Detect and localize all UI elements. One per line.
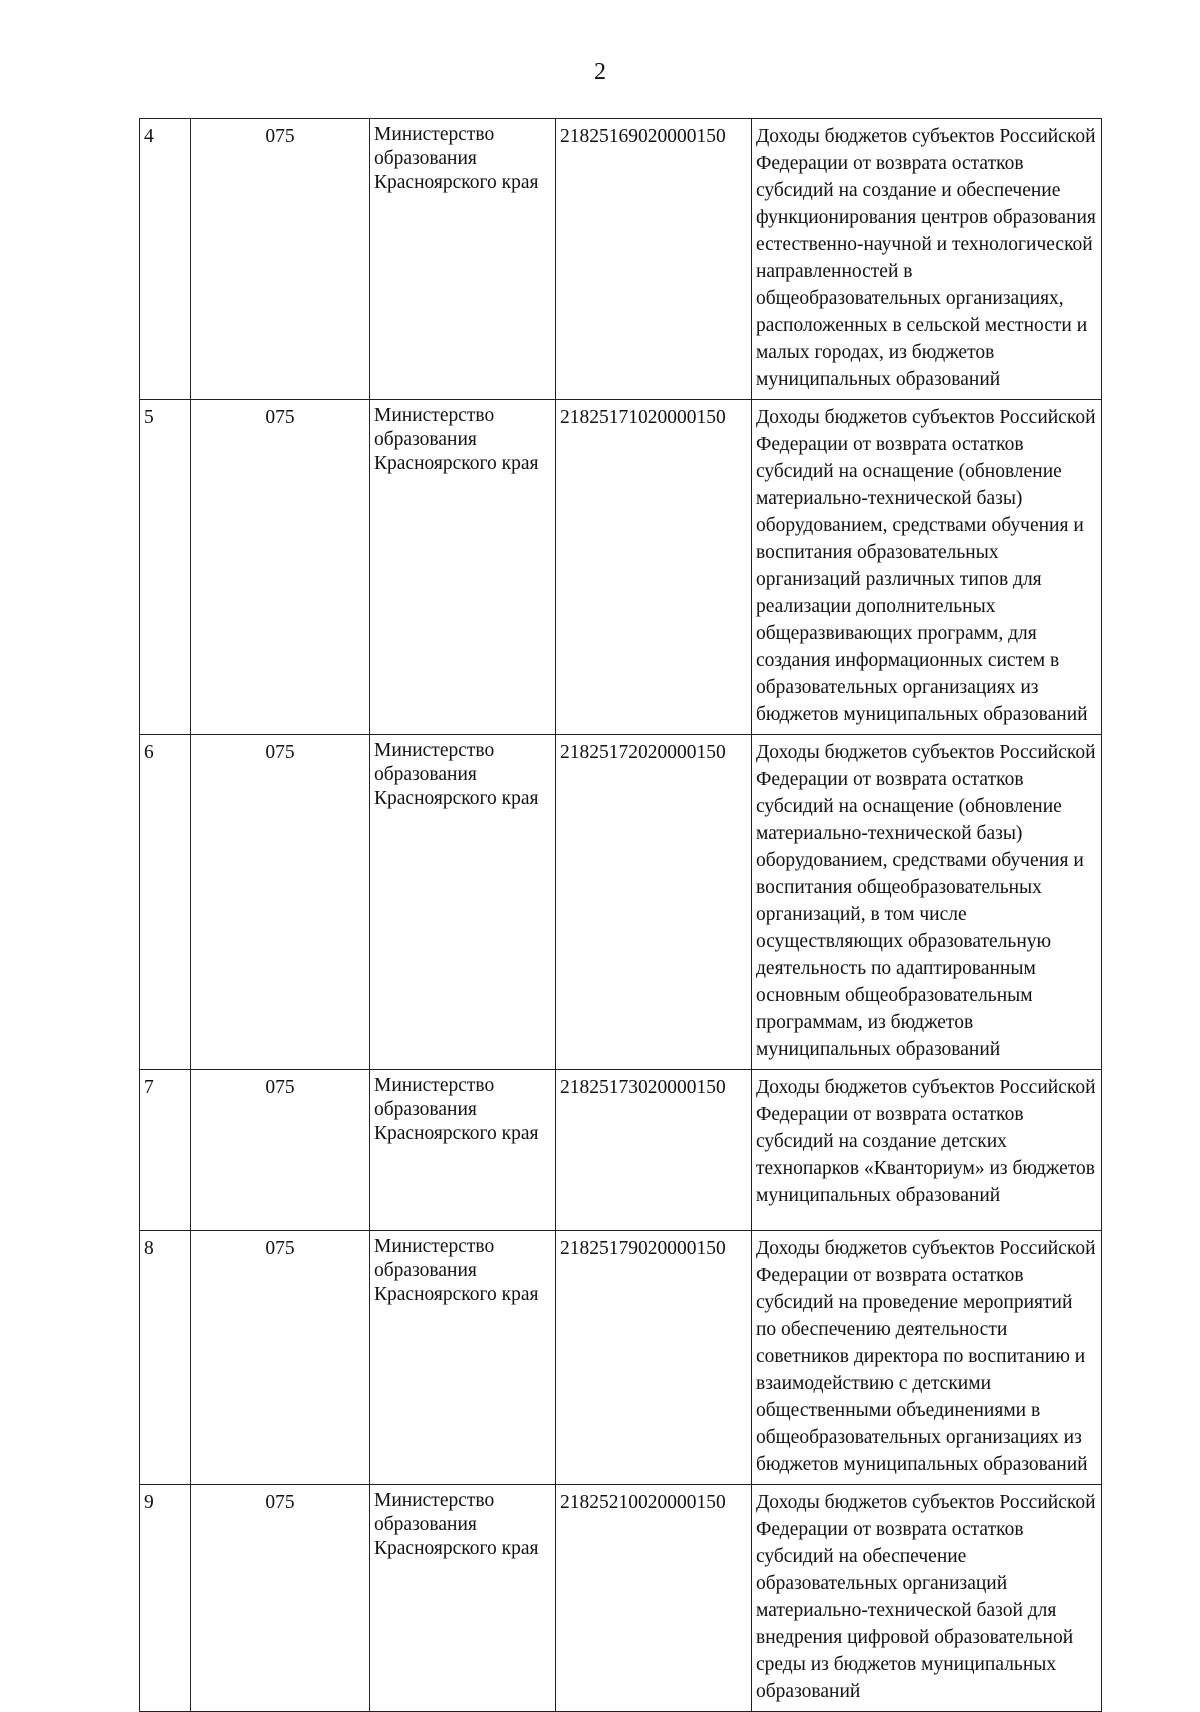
kbk-code-cell: 21825210020000150 <box>556 1485 752 1712</box>
row-number-cell: 9 <box>140 1485 191 1712</box>
description-cell: Доходы бюджетов субъектов Российской Федерации от возврата остатков субсидий на оснащение (обновление материально-технической базы) оборудованием, средствами обучения и воспитания общеобразовательных организаций, в том числе осуществляющих образовательную деятельность по адаптированным основным общеобразовательным программам, из бюджетов муниципальных образований <box>752 735 1102 1070</box>
table-row <box>140 1231 1102 1485</box>
admin-code-cell: 075 <box>191 1070 370 1231</box>
admin-code-cell: 075 <box>191 119 370 400</box>
table-row <box>140 119 1102 400</box>
organization-cell: Министерство образования Красноярского края <box>370 735 556 1070</box>
description-cell: Доходы бюджетов субъектов Российской Федерации от возврата остатков субсидий на создание детских технопарков «Кванториум» из бюджетов муниципальных образований <box>752 1070 1102 1231</box>
budget-income-table <box>139 118 1102 1712</box>
description-cell: Доходы бюджетов субъектов Российской Федерации от возврата остатков субсидий на создание и обеспечение функционирования центров образования естественно-научной и технологической направленностей в общеобразовательных организациях, расположенных в сельской местности и малых городах, из бюджетов муниципальных образований <box>752 119 1102 400</box>
row-number-cell: 7 <box>140 1070 191 1231</box>
organization-cell: Министерство образования Красноярского края <box>370 1231 556 1485</box>
admin-code-cell: 075 <box>191 400 370 735</box>
page-number: 2 <box>594 59 606 85</box>
organization-cell: Министерство образования Красноярского края <box>370 1485 556 1712</box>
description-cell: Доходы бюджетов субъектов Российской Федерации от возврата остатков субсидий на обеспечение образовательных организаций материально-технической базой для внедрения цифровой образовательной среды из бюджетов муниципальных образований <box>752 1485 1102 1712</box>
row-number-cell: 8 <box>140 1231 191 1485</box>
kbk-code-cell: 21825173020000150 <box>556 1070 752 1231</box>
admin-code-cell: 075 <box>191 735 370 1070</box>
organization-cell: Министерство образования Красноярского края <box>370 400 556 735</box>
row-number-cell: 6 <box>140 735 191 1070</box>
description-cell: Доходы бюджетов субъектов Российской Федерации от возврата остатков субсидий на проведение мероприятий по обеспечению деятельности советников директора по воспитанию и взаимодействию с детскими общественными объединениями в общеобразовательных организациях из бюджетов муниципальных образований <box>752 1231 1102 1485</box>
row-number-cell: 5 <box>140 400 191 735</box>
row-number-cell: 4 <box>140 119 191 400</box>
kbk-code-cell: 21825179020000150 <box>556 1231 752 1485</box>
table-row <box>140 400 1102 735</box>
table-row <box>140 1070 1102 1231</box>
organization-cell: Министерство образования Красноярского края <box>370 119 556 400</box>
kbk-code-cell: 21825169020000150 <box>556 119 752 400</box>
table-row <box>140 1485 1102 1712</box>
kbk-code-cell: 21825172020000150 <box>556 735 752 1070</box>
organization-cell: Министерство образования Красноярского края <box>370 1070 556 1231</box>
admin-code-cell: 075 <box>191 1231 370 1485</box>
table-row <box>140 735 1102 1070</box>
admin-code-cell: 075 <box>191 1485 370 1712</box>
kbk-code-cell: 21825171020000150 <box>556 400 752 735</box>
description-cell: Доходы бюджетов субъектов Российской Федерации от возврата остатков субсидий на оснащение (обновление материально-технической базы) оборудованием, средствами обучения и воспитания образовательных организаций различных типов для реализации дополнительных общеразвивающих программ, для создания информационных систем в образовательных организациях из бюджетов муниципальных образований <box>752 400 1102 735</box>
